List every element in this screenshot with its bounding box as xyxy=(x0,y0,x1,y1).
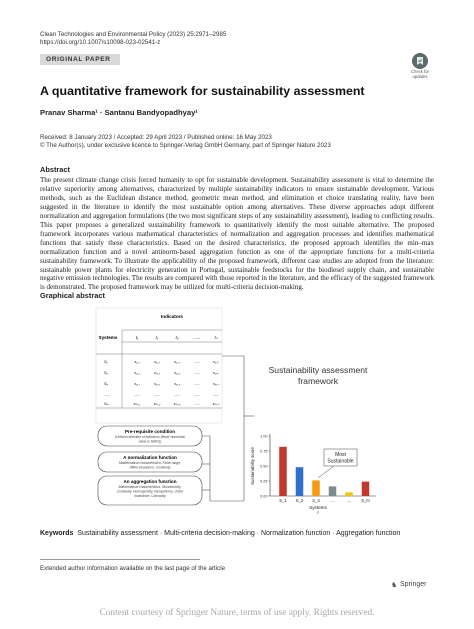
abstract-text: The present climate change crisis forced humanity to opt for sustainable development. Sustainability assessment is vital to determine the relative superiority among alternatives, characterized by multiple sustainability indicators to ensure sustainable development. Various methods, such as the Euclidean distance method, geometric mean method, and elimination et choice translating reality, have been suggested in the literature to identify the most sustainable option among alternatives. These diverse approaches adopt different normalization and aggregation formulations (the two most significant steps of any sustainability assessment), leading to conflicting results. This paper proposes a generalized sustainability framework to quantitatively identify the most suitable alternative. The proposed framework incorporates various mathematical characteristics of normalization and aggregation processes and identifies mathematical functions that satisfy these characteristics. Based on the desired characteristics, the proposed approach identifies the min–max normalization function and a novel antinorm-based aggregation function as one of the appropriate functions for a multi-criteria sustainability framework. To illustrate the applicability of the proposed framework, different case studies are adopted from the literature: sustainable power plants for electricity generation in Portugal, sustainable feedstocks for the biodiesel supply chain, and sustainable negative emission technologies. The results are compared with those reported in the literature, and the efficacy of the suggested framework is demonstrated. The proposed framework may be utilized for multi-criteria decision-making. xyxy=(40,176,434,292)
framework-title-line-1: Sustainability assessment xyxy=(268,365,368,375)
author-list[interactable]: Pranav Sharma¹ · Santanu Bandyopadhyay¹ xyxy=(40,108,198,117)
table-cell: x₁,₃ xyxy=(174,360,180,364)
table-column-header: ...... xyxy=(193,335,201,340)
framework-step-detail: value is better)) xyxy=(138,439,162,444)
table-cell: xₘ,₁ xyxy=(133,402,141,406)
x-tick-label: .... xyxy=(346,498,352,503)
framework-step-detail: Mathematical characteristics- Monotonicity, xyxy=(118,485,182,489)
keywords-text: Sustainability assessment · Multi-criteria decision-making · Normalization function · Aggregation function xyxy=(77,530,401,537)
table-column-header: I₂ xyxy=(155,335,159,340)
x-tick-label: S_3 xyxy=(312,498,320,503)
table-cell: x₂,₂ xyxy=(154,371,160,375)
x-tick-label: .... xyxy=(330,498,335,503)
table-cell: x₃,ₙ xyxy=(213,382,219,386)
y-tick-label: 0.50 xyxy=(260,464,268,469)
framework-step-detail: Mathematical characteristics- Finite range, xyxy=(119,461,181,465)
table-cell: x₃,₃ xyxy=(174,382,180,386)
footnote-divider xyxy=(40,559,200,560)
table-cell: ...... xyxy=(193,393,201,397)
indicators-label: Indicators xyxy=(161,314,183,319)
x-tick-label: S_1 xyxy=(279,498,287,503)
y-tick-label: 0.00 xyxy=(260,494,268,499)
score-bar xyxy=(345,492,353,496)
table-column-header: I₁ xyxy=(135,335,139,340)
framework-step-box xyxy=(98,426,202,446)
indicator-table xyxy=(96,308,222,423)
table-cell: ...... xyxy=(153,393,161,397)
springer-logo-icon: ♞ xyxy=(391,582,398,589)
check-for-updates-button[interactable] xyxy=(406,53,434,77)
table-cell: xₘ,ₙ xyxy=(212,402,220,406)
y-tick-label: 0.25 xyxy=(260,479,268,484)
callout-line-1: Most xyxy=(335,452,346,458)
copyright-watermark: Content courtesy of Springer Nature, terms of use apply. Rights reserved. xyxy=(99,608,375,618)
table-cell: x₃,₁ xyxy=(134,382,140,386)
framework-step-detail: (Uniform direction of indicators (fewer numerical xyxy=(115,435,185,439)
y-axis-title: Sustainability score xyxy=(250,447,255,485)
table-row-header: S₃ xyxy=(104,382,109,386)
framework-step-title: Pre-requisite condition xyxy=(124,429,176,434)
score-bar xyxy=(279,447,287,496)
table-row-header: ...... xyxy=(104,393,111,397)
score-bar xyxy=(296,467,304,496)
journal-citation: Clean Technologies and Environmental Policy (2023) 25:2971–2985 xyxy=(40,31,227,38)
table-cell: ...... xyxy=(173,393,181,397)
table-cell: ...... xyxy=(133,393,141,397)
framework-step-title: A normalization function xyxy=(123,455,177,460)
keywords-label: Keywords xyxy=(40,530,74,537)
publisher-name: Springer xyxy=(400,581,427,588)
table-cell: ...... xyxy=(193,402,201,406)
framework-title xyxy=(269,365,368,386)
abstract-heading: Abstract xyxy=(40,165,70,174)
framework-step-box xyxy=(98,476,202,505)
table-cell: xₘ,₃ xyxy=(173,402,181,406)
table-cell: x₁,₁ xyxy=(134,360,140,364)
check-for-updates-label: Check for updates xyxy=(411,69,429,79)
framework-step-detail: Continuity, Homogeneity, Idempotency, Order xyxy=(116,489,184,494)
license-line: © The Author(s), under exclusive licence to Springer-Verlag GmbH Germany, part of Springer Nature 2023 xyxy=(40,142,331,150)
publication-dates xyxy=(40,134,331,150)
table-cell: x₂,₁ xyxy=(134,371,140,375)
table-cell: ...... xyxy=(193,371,201,375)
graphical-abstract-svg xyxy=(94,306,386,514)
framework-step-title: An aggregation function xyxy=(123,479,177,484)
framework-step-detail: Affine invariance, Continuity xyxy=(129,465,171,470)
callout-line-2: Sustainable xyxy=(327,458,354,465)
paper-title: A quantitative framework for sustainability assessment xyxy=(40,84,365,98)
framework-step-box xyxy=(98,452,202,472)
score-bar xyxy=(362,482,370,496)
table-cell: x₁,₂ xyxy=(154,360,160,364)
y-tick-label: 1.00 xyxy=(260,434,268,439)
graphical-abstract-heading: Graphical abstract xyxy=(40,291,105,300)
table-column-header: Iₙ xyxy=(214,335,218,340)
table-row-header: S₂ xyxy=(104,371,108,375)
article-type-badge: ORIGINAL PAPER xyxy=(40,54,120,65)
table-row-header: Sₘ xyxy=(104,402,109,406)
x-tick-label: S_2 xyxy=(295,498,304,503)
table-cell: xₘ,₂ xyxy=(153,402,161,406)
framework-step-detail: invariance, Concavity xyxy=(134,493,166,498)
table-cell: x₃,₂ xyxy=(154,382,160,386)
table-row-header: S₁ xyxy=(104,360,108,364)
y-tick-label: 0.75 xyxy=(260,449,268,454)
sustainability-score-chart xyxy=(250,434,376,514)
score-bar xyxy=(329,486,337,496)
framework-title-line-2: framework xyxy=(297,376,339,386)
table-cell: x₂,₃ xyxy=(174,371,180,375)
x-axis-title: Systems xyxy=(309,505,327,510)
table-cell: x₂,ₙ xyxy=(213,371,219,375)
score-bar xyxy=(312,480,320,496)
table-cell: ...... xyxy=(193,360,201,364)
x-tick-label: S_m xyxy=(361,498,370,503)
table-column-header: I₃ xyxy=(175,335,179,340)
doi-link[interactable]: https://doi.org/10.1007/s10098-023-02541-z xyxy=(40,39,161,46)
table-cell: ...... xyxy=(193,382,201,386)
table-cell: ...... xyxy=(212,393,220,397)
author-info-footnote: Extended author information available on the last page of the article xyxy=(40,565,226,572)
table-cell: x₁,ₙ xyxy=(213,360,219,364)
callout-pointer xyxy=(318,466,334,478)
check-for-updates-icon xyxy=(412,53,428,69)
systems-label: Systems xyxy=(98,335,118,340)
dates-line: Received: 8 January 2023 / Accepted: 29 April 2023 / Published online: 16 May 2023 xyxy=(40,134,272,141)
graphical-abstract-figure xyxy=(94,306,386,514)
keywords-line xyxy=(40,530,400,537)
